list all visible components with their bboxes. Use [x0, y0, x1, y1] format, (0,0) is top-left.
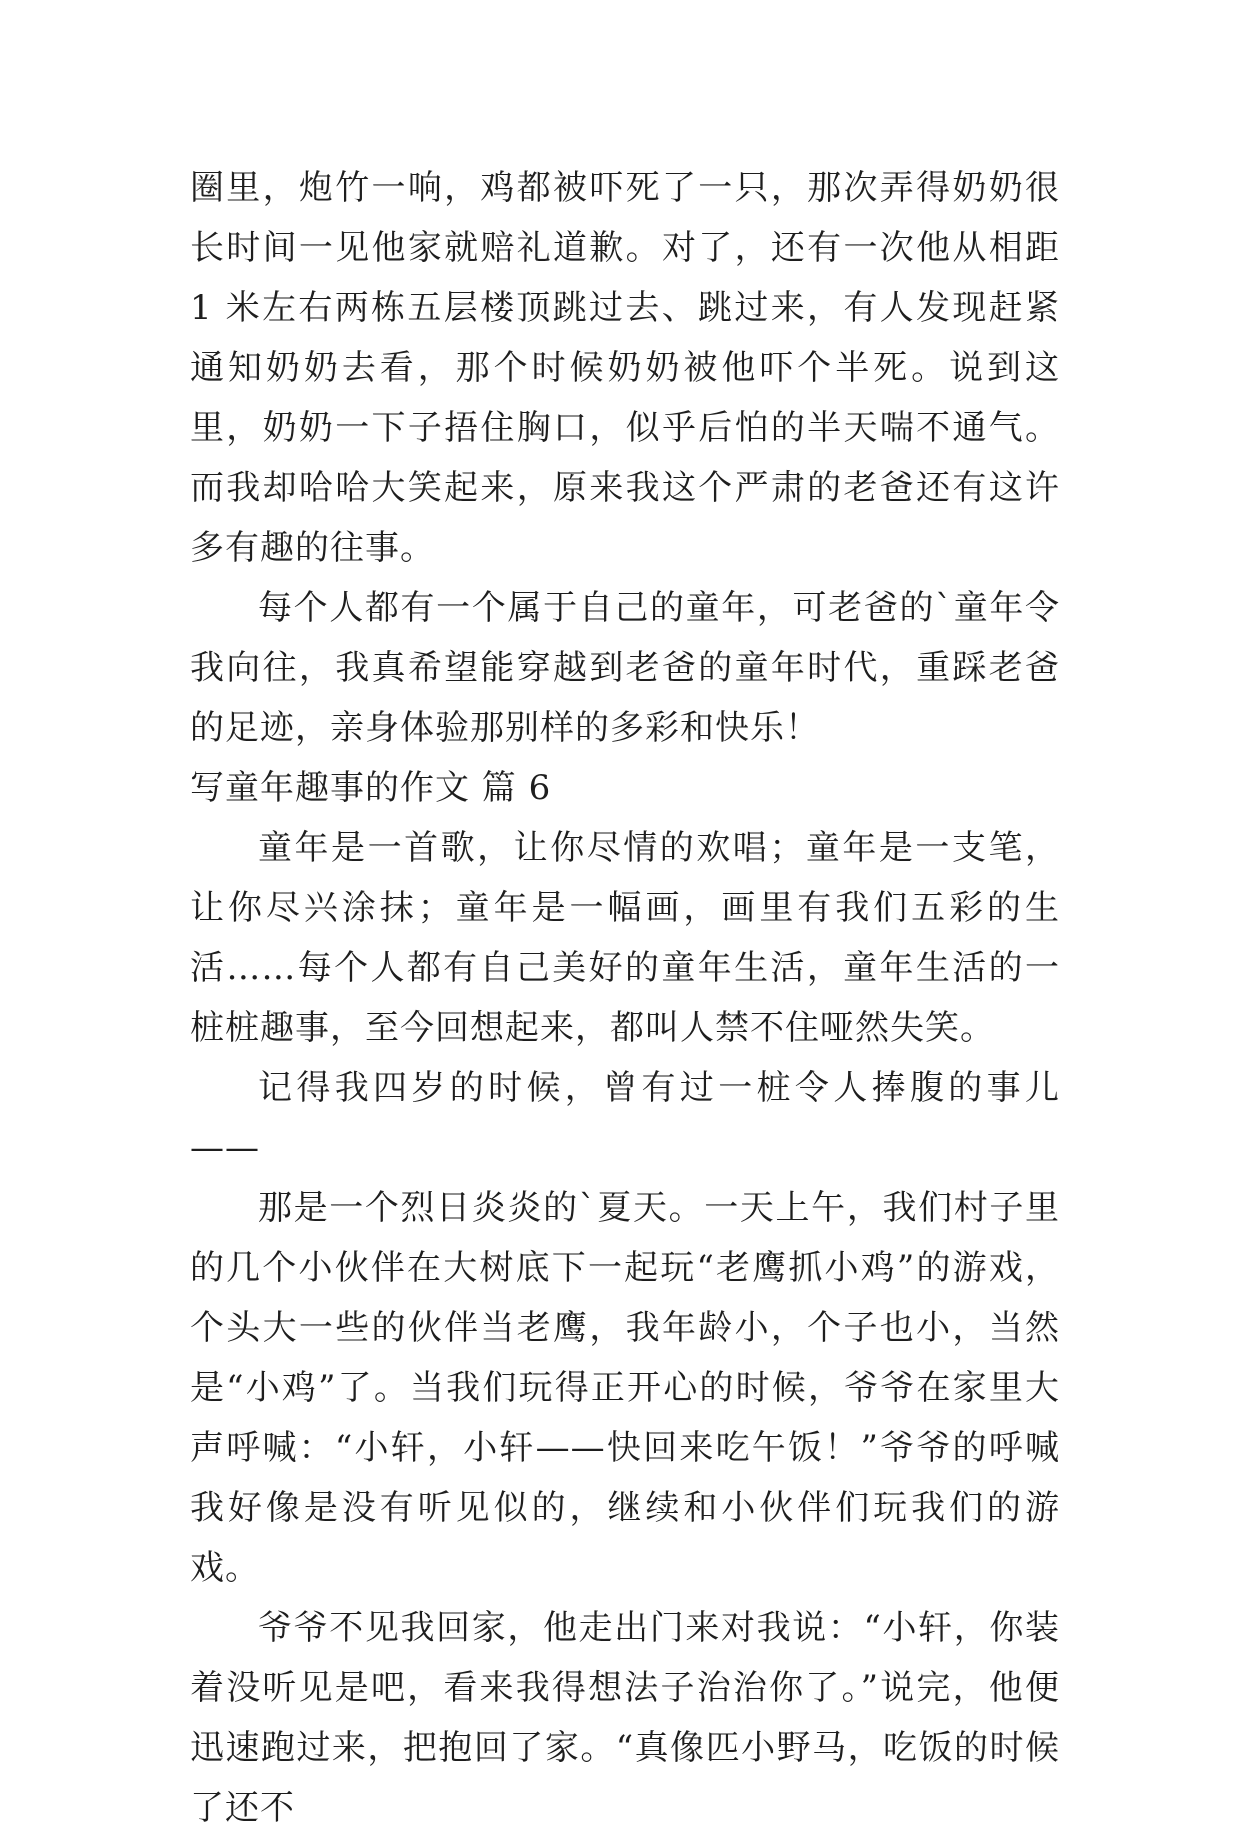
paragraph: 每个人都有一个属于自己的童年，可老爸的`童年令我向往，我真希望能穿越到老爸的童年时代，重踩老爸的足迹，亲身体验那别样的多彩和快乐！ — [190, 588, 1060, 748]
paragraph: 童年是一首歌，让你尽情的欢唱；童年是一支笔，让你尽兴涂抹；童年是一幅画，画里有我们五彩的生活……每个人都有自己美好的童年生活，童年生活的一桩桩趣事，至今回想起来，都叫人禁不住哑然失笑。 — [190, 828, 1060, 1048]
section-heading: 写童年趣事的作文 篇 6 — [190, 768, 552, 808]
paragraph: 圈里，炮竹一响，鸡都被吓死了一只，那次弄得奶奶很长时间一见他家就赔礼道歉。对了，还有一次他从相距 1 米左右两栋五层楼顶跳过去、跳过来，有人发现赶紧通知奶奶去看，那个时候奶奶被他吓个半死。说到这里，奶奶一下子捂住胸口，似乎后怕的半天喘不通气。而我却哈哈大笑起来，原来我这个严肃的老爸还有这许多有趣的往事。 — [190, 168, 1060, 568]
paragraph: 那是一个烈日炎炎的`夏天。一天上午，我们村子里的几个小伙伴在大树底下一起玩“老鹰抓小鸡”的游戏，个头大一些的伙伴当老鹰，我年龄小，个子也小，当然是“小鸡”了。当我们玩得正开心的时候，爷爷在家里大声呼喊：“小轩，小轩——快回来吃午饭！”爷爷的呼喊我好像是没有听见似的，继续和小伙伴们玩我们的游戏。 — [190, 1188, 1060, 1588]
paragraph: 爷爷不见我回家，他走出门来对我说：“小轩，你装着没听见是吧，看来我得想法子治治你了。”说完，他便迅速跑过来，把抱回了家。“真像匹小野马，吃饭的时候了还不 — [190, 1608, 1060, 1828]
document-body — [190, 158, 1060, 1838]
paragraph: 记得我四岁的时候，曾有过一桩令人捧腹的事儿—— — [190, 1068, 1060, 1168]
